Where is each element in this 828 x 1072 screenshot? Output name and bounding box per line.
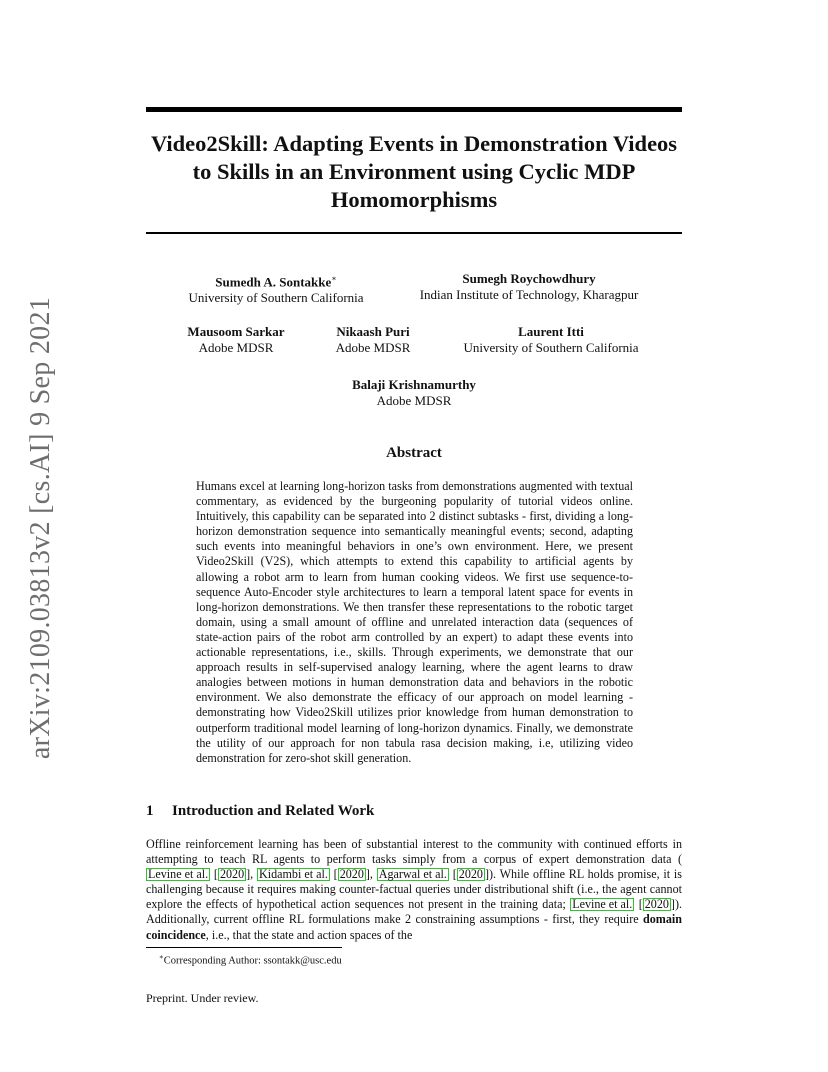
section-number: 1 <box>146 803 154 819</box>
citation-year-link[interactable]: 2020 <box>219 867 245 882</box>
abstract-text: Humans excel at learning long-horizon tasks from demonstrations augmented with textual commentary, as evidenced by the burgeoning popularity of tutorial videos online. Intuitively, this capability can be separated into 2 distinct subtasks - first, dividing a long-horizon demonstration sequence into semantically meaningful events; second, adapting such events into meaningful behaviors in one’s own environment. Here, we present Video2Skill (V2S), which attempts to extend this capability to artificial agents by allowing a robot arm to learn from human cooking videos. We first use sequence-to-sequence Auto-Encoder style architectures to learn a temporal latent space for events in long-horizon demonstrations. We then transfer these representations to the robotic target domain, using a small amount of offline and unrelated interaction data (sequences of state-action pairs of the robot arm controlled by an expert) to adapt these events into actionable representations, i.e., skills. Through experiments, we demonstrate that our approach results in self-supervised analogy learning, where the agent learns to draw analogies between motions in human demonstration data and behaviors in the robotic environment. We also demonstrate the efficacy of our approach on model learning - demonstrating how Video2Skill utilizes prior knowledge from human demonstration to outperform traditional model learning of long-horizon dynamics. Finally, we demonstrate the utility of our approach for non tabula rasa decision making, i.e, utilizing video demonstration for zero-shot skill generation. <box>196 479 633 765</box>
footnote-marker: ∗ <box>159 953 164 961</box>
citation-link[interactable]: Levine et al. <box>572 897 633 912</box>
citation-link[interactable]: Kidambi et al. <box>259 867 328 882</box>
author-block <box>176 324 296 356</box>
author-name: Balaji Krishnamurthy <box>352 377 476 392</box>
author-block <box>318 324 428 356</box>
section-title: Introduction and Related Work <box>172 803 375 819</box>
author-name: Sumedh A. Sontakke∗ <box>215 274 337 290</box>
paper-title: Video2Skill: Adapting Events in Demonstration Videos to Skills in an Environment using Cyclic MDP Homomorphisms <box>150 131 678 212</box>
footnote-text: Corresponding Author: ssontakk@usc.edu <box>163 955 342 967</box>
author-name: Nikaash Puri <box>336 324 410 339</box>
author-affiliation: Adobe MDSR <box>376 393 452 408</box>
author-name: Laurent Itti <box>518 324 584 339</box>
footnote-marker: ∗ <box>331 274 337 283</box>
citation-link[interactable]: Levine et al. <box>148 867 209 882</box>
author-name: Mausoom Sarkar <box>187 324 285 339</box>
bold-term: domain coincidence <box>146 912 682 942</box>
section-heading <box>146 803 374 820</box>
intro-text: ]). Additionally, current offline RL formulations make 2 constraining assumptions - first, they require <box>146 897 682 927</box>
abstract-heading: Abstract <box>386 445 442 461</box>
intro-paragraph: Offline reinforcement learning has been of substantial interest to the community with continued efforts in attempting to teach RL agents to perform tasks simply from a corpus of expert demonstration data (Levine et al. [ 2020 ], Kidambi et al. [ 2020 ], Agarwal et al. [ 2020 ]). While offline RL holds promise, it is challenging because it requires making counter-factual queries under distributional shift (i.e., the agent cannot explore the effects of hypothetical action sequences not present in the training data; Levine et al. [ 2020 ]). Additionally, current offline RL formulations make 2 constraining assumptions - first, they require domain coincidence, i.e., that the state and action spaces of the <box>146 837 682 942</box>
author-affiliation: Adobe MDSR <box>198 340 274 355</box>
title-top-rule <box>146 107 682 112</box>
citation-link[interactable]: Agarwal et al. <box>378 867 447 882</box>
intro-text: Offline reinforcement learning has been of substantial interest to the community with continued efforts in attempting to teach RL agents to perform tasks simply from a corpus of expert demonstration data ( <box>146 837 682 867</box>
intro-text: ]). While offline RL holds promise, it is challenging because it requires making counter-factual queries under distributional shift (i.e., the agent cannot explore the effects of hypothetical action sequences not present in the training data; <box>146 867 682 912</box>
footnote-rule <box>146 947 342 948</box>
author-affiliation: University of Southern California <box>188 290 364 306</box>
author-affiliation: Adobe MDSR <box>335 340 411 355</box>
author-block <box>314 377 514 409</box>
intro-text: ], <box>246 867 257 882</box>
author-block <box>445 324 657 356</box>
intro-text: , i.e., that the state and action spaces of the <box>205 927 413 942</box>
arxiv-identifier[interactable]: arXiv:2109.03813v2 [cs.AI] 9 Sep 2021 <box>25 296 56 760</box>
title-bottom-rule <box>146 232 682 234</box>
preprint-notice: Preprint. Under review. <box>146 991 259 1005</box>
author-affiliation: Indian Institute of Technology, Kharagpur <box>419 287 639 302</box>
author-block <box>408 271 650 303</box>
citation-year-link[interactable]: 2020 <box>458 867 483 882</box>
author-name: Sumegh Roychowdhury <box>462 271 596 286</box>
footnote <box>159 951 342 968</box>
citation-year-link[interactable]: 2020 <box>339 867 364 882</box>
author-block <box>176 271 376 306</box>
intro-text: ], <box>365 867 377 882</box>
citation-year-link[interactable]: 2020 <box>644 897 669 912</box>
author-affiliation: University of Southern California <box>463 340 639 355</box>
